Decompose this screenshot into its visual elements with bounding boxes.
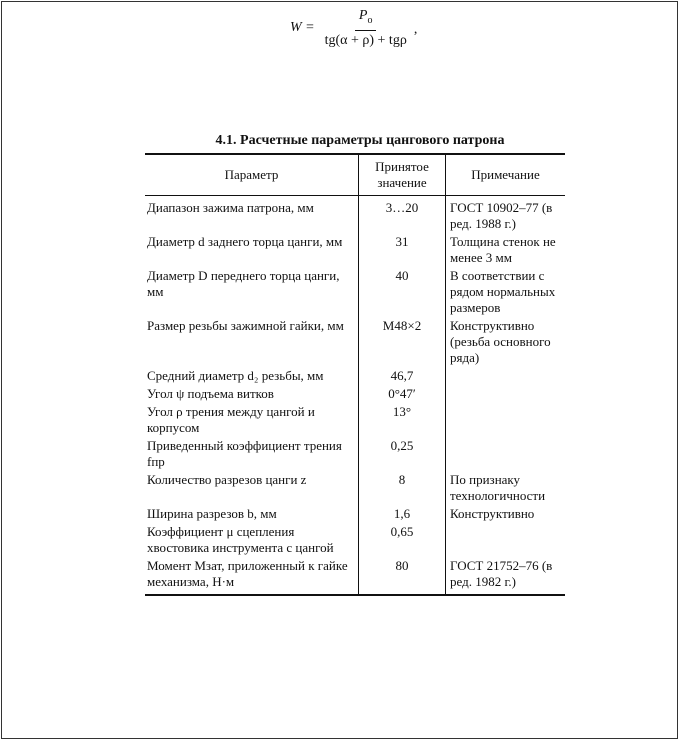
cell-value: 0,65 (359, 523, 446, 557)
header-value: Принятое значение (359, 154, 446, 196)
parameters-table (145, 153, 565, 596)
cell-param: Диаметр d заднего торца цанги, мм (147, 234, 343, 249)
formula-lhs: W = (290, 20, 315, 36)
cell-value: 13° (359, 403, 446, 437)
cell-param: Угол ψ подъема витков (147, 386, 274, 401)
cell-param: Приведенный коэффициент трения fпр (147, 438, 342, 469)
cell-note: Толщина стенок не менее 3 мм (450, 234, 556, 265)
cell-value: 31 (359, 233, 446, 267)
cell-value: 3…20 (359, 196, 446, 234)
formula-comma: , (413, 22, 418, 38)
cell-note: ГОСТ 21752–76 (в ред. 1982 г.) (450, 558, 553, 589)
table-row (145, 385, 565, 403)
formula-denominator: tg(α + ρ) + tgρ (324, 32, 407, 48)
cell-param: Средний диаметр d₂ резьбы, мм (147, 368, 324, 383)
table-row (145, 471, 565, 505)
cell-note (446, 367, 566, 385)
cell-value: 80 (359, 557, 446, 595)
cell-param: Размер резьбы зажимной гайки, мм (147, 318, 344, 333)
cell-param: Коэффициент μ сцепления хвостовика инструмента с цангой (147, 524, 334, 555)
cell-note: Конструктивно (450, 506, 535, 521)
formula-numerator: $P_o$ (355, 8, 377, 31)
table-row (145, 523, 565, 557)
cell-param: Количество разрезов цанги z (147, 472, 307, 487)
table-row (145, 367, 565, 385)
table-row (145, 233, 565, 267)
cell-param: Диаметр D переднего торца цанги, мм (147, 268, 340, 299)
table-row (145, 437, 565, 471)
table-row (145, 505, 565, 523)
cell-value: 1,6 (359, 505, 446, 523)
table-title: 4.1. Расчетные параметры цангового патрона (215, 133, 505, 148)
cell-value: 40 (359, 267, 446, 317)
cell-note (446, 385, 566, 403)
cell-value: 8 (359, 471, 446, 505)
formula (290, 8, 417, 49)
cell-value: 46,7 (359, 367, 446, 385)
cell-param: Момент Mзат, приложенный к гайке механизма, Н·м (147, 558, 348, 589)
cell-value: М48×2 (359, 317, 446, 367)
cell-note: ГОСТ 10902–77 (в ред. 1988 г.) (450, 200, 553, 231)
cell-note: Конструктивно (резьба основного ряда) (450, 318, 551, 365)
table-row (145, 557, 565, 595)
cell-note: В соответствии с рядом нормальных размеров (450, 268, 556, 315)
table-header-row (145, 154, 565, 196)
formula-fraction (321, 8, 411, 49)
cell-value: 0°47′ (359, 385, 446, 403)
table-row (145, 196, 565, 234)
cell-value: 0,25 (359, 437, 446, 471)
cell-param: Диапазон зажима патрона, мм (147, 200, 314, 215)
cell-note (446, 403, 566, 437)
header-note: Примечание (471, 167, 540, 182)
table-row (145, 403, 565, 437)
cell-param: Угол ρ трения между цангой и корпусом (147, 404, 315, 435)
cell-param: Ширина разрезов b, мм (147, 506, 277, 521)
table-row (145, 267, 565, 317)
header-param: Параметр (224, 167, 279, 182)
cell-note (446, 437, 566, 471)
cell-note: По признаку технологичности (450, 472, 546, 503)
cell-note (446, 523, 566, 557)
table-row (145, 317, 565, 367)
